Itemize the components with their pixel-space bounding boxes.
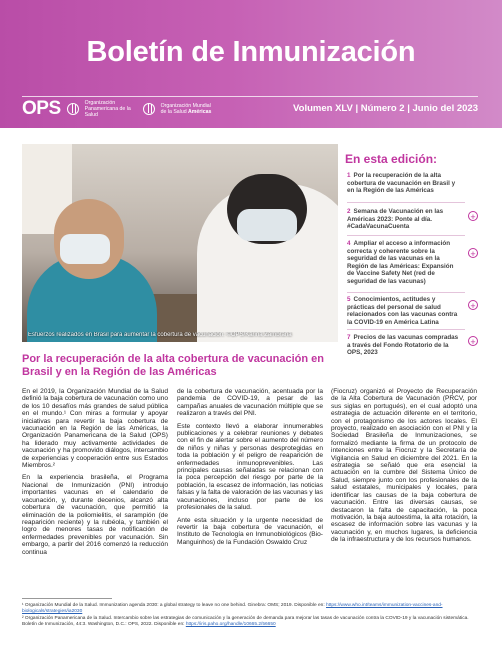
expand-plus-icon[interactable]: + xyxy=(468,248,478,258)
logo-row xyxy=(22,98,213,120)
expand-plus-icon[interactable]: + xyxy=(468,336,478,346)
article-column-1 xyxy=(22,388,168,561)
org-who-name: Organización Mundial de la Salud Américas xyxy=(160,103,212,115)
header-divider xyxy=(22,96,478,97)
expand-plus-icon[interactable]: + xyxy=(468,211,478,221)
footnote-divider xyxy=(22,598,112,599)
footnote-1-link[interactable]: https://www.who.int/teams/immunization-vaccines-and-biologicals/strategies/ia2030 xyxy=(22,603,443,614)
toc-item-2[interactable]: 2 Semana de Vacunación en las Américas 2023: Ponte al día. #CadaVacunaCuenta xyxy=(347,208,444,231)
in-this-issue-sidebar xyxy=(339,144,480,357)
cover-photo xyxy=(22,144,338,342)
ops-logo: OPS xyxy=(22,98,61,119)
footnote-1: ¹ Organización Mundial de la Salud. Immunization agenda 2030: a global strategy to leave no one behind. Ginebra: OMS; 2019. Disponible en: https://www.who.int/teams/immunization-vaccines-and-biologicals/strategies/ia2030 xyxy=(22,603,443,614)
bulletin-title: Boletín de Inmunización xyxy=(86,36,416,68)
article-column-3 xyxy=(331,388,477,549)
volume-issue: Volumen XLV | Número 2 | Junio del 2023 xyxy=(293,103,478,114)
paragraph: Este contexto llevó a elaborar innumerables publicaciones y a celebrar reuniones y debates con el fin de alertar sobre el aumento del número de niños y niñas y personas desprotegidas en toda la población y el peligro de reaparición de enfermedades inmunoprevenibles. Las principales causas señaladas se relacionan con la poca percepción del riesgo por parte de la población, la escasez de información, las noticias falsas y la falta de valoración de las vacunas y las vacunaciones, incluso por parte de los profesionales de la salud. xyxy=(177,422,323,512)
paragraph: de la cobertura de vacunación, acentuada por la pandemia de COVID-19, a pesar de las campañas anuales de vacunación múltiple que se realizaron a través del PNI. xyxy=(177,388,323,418)
org-paho-name: Organización Panamericana de la Salud xyxy=(84,100,131,118)
article-title: Por la recuperación de la alta cobertura de vacunación en Brasil y en la Región de las Américas xyxy=(22,353,324,378)
expand-plus-icon[interactable]: + xyxy=(468,300,478,310)
sidebar-title: En esta edición: xyxy=(345,152,438,166)
toc-item-1[interactable]: 1 Por la recuperación de la alta cobertura de vacunación en Brasil y en la Región de las Américas xyxy=(347,172,456,195)
header-banner xyxy=(0,0,502,128)
paragraph: Ante esta situación y la urgente necesidad de revertir la baja cobertura de vacunación, el Instituto de Tecnología en Inmunobiológicos (Bio-Manguinhos) de la Fundación Oswaldo Cruz xyxy=(177,516,323,546)
photo-caption: Esfuerzos realizados en Brasil para aumentar la cobertura de vacunación. ©OPS/Karina Zambrana xyxy=(28,332,292,338)
footnote-2: ² Organización Panamericana de la Salud. Intercambio sobre las estrategias de comunicación y la generación de demanda para mejorar las tasas de vacunación contra la COVID-19 y la vacunación sistemática. Boletín de Inmunización, 44:3. Washington, D.C.: OPS, 2022. Disponible en: https://iris.paho.org/handle/10665.2/56650 xyxy=(22,616,469,627)
paragraph: (Fiocruz) organizó el Proyecto de Recuperación de la Alta Cobertura de Vacunación (PRCV, por sus siglas en portugués), en el cual adoptó una estrategia de actuación diferente en el territorio, con el protagonismo de los actores locales. El proyecto, realizado en asociación con el PNI y la Sociedad Brasileña de Inmunizaciones, se formalizó mediante la firma de un protocolo de intenciones entre la Fiocruz y la Secretaría de Vigilancia en Salud en diciembre del 2021. En la estrategia se señaló que era esencial la actuación en la cumbre del Sistema Único de Salud, siempre junto con los profesionales de la salud estatales, municipales y locales, para identificar las causas de la baja cobertura de vacunación. Entre las diversas causas, se destacaron la falta de capacitación, la poca motivación, la baja autoestima, la alta rotación, la escasez de información sobre las vacunas y la vacunación y, en muchos lugares, la deficiencia de la infraestructura y de los recursos humanos. xyxy=(331,388,477,544)
article-column-2 xyxy=(177,388,323,551)
footnote-2-link[interactable]: https://iris.paho.org/handle/10665.2/56650 xyxy=(185,622,276,627)
paragraph: En el 2019, la Organización Mundial de la Salud definió la baja cobertura de vacunación como uno de los 10 desafíos más grandes de salud pública en el mundo.¹ Con miras a formular y apoyar iniciativas para revertir la baja cobertura de vacunación en la Región de las Américas, la Organización Panamericana de la Salud (OPS) ha liderado muy activamente actividades de vacunación y ha promovido diálogos, intercambio de experiencias y cooperación entre sus Estados Miembros.² xyxy=(22,388,168,470)
toc-item-7[interactable]: 7 Precios de las vacunas compradas a través del Fondo Rotatorio de la OPS, 2023 xyxy=(347,334,459,357)
paho-globe-icon xyxy=(67,103,79,115)
toc-item-5[interactable]: 5 Conocimientos, actitudes y prácticas del personal de salud relacionados con las vacunas contra la COVID-19 en América Latina xyxy=(347,296,458,326)
who-globe-icon xyxy=(143,103,155,115)
toc-item-4[interactable]: 4 Ampliar el acceso a información correcta y coherente sobre la seguridad de las vacunas en la Región de las Américas: Expansión de Vaccine Safety Net (red de seguridad de las vacunas) xyxy=(347,240,454,285)
paragraph: En la experiencia brasileña, el Programa Nacional de Inmunización (PNI) introdujo importantes vacunas en el calendario de vacunación, y, durante decenios, alcanzó alta cobertura de vacunación, que permitió la eliminación de la poliomielitis, el sarampión (de reaparición reciente) y la rubéola, y también el logro de menores tasas de notificación de enfermedades prevenibles por vacunación. Sin embargo, a partir del 2016 comenzó la reducción continua xyxy=(22,474,168,556)
